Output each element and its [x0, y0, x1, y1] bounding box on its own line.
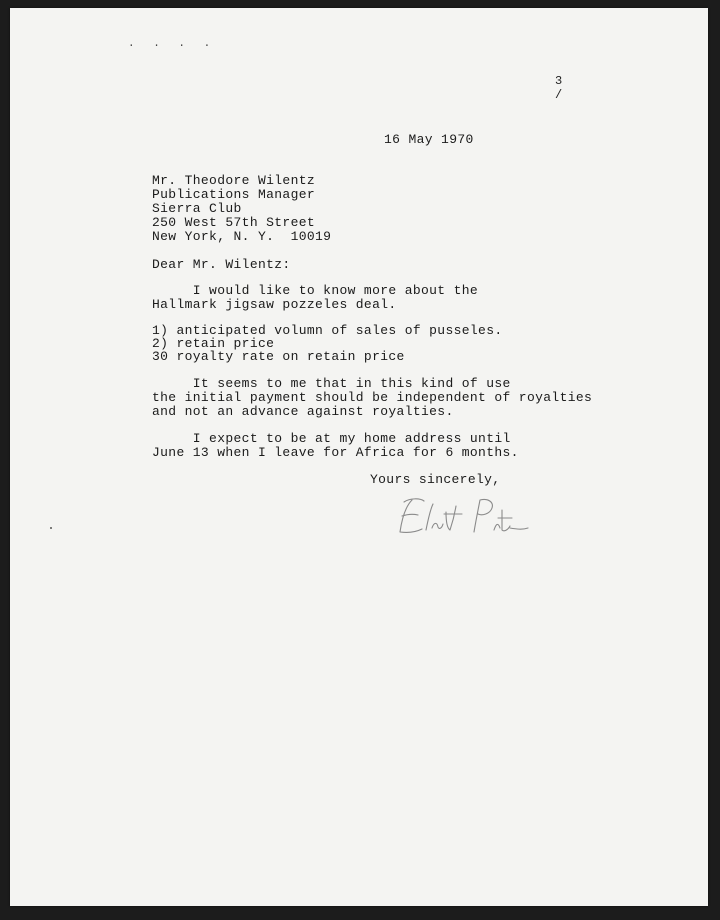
paragraph-3-line-1: I expect to be at my home address until: [152, 431, 511, 446]
paragraph-1-line-2: Hallmark jigsaw pozzeles deal.: [152, 297, 397, 312]
closing: Yours sincerely,: [370, 472, 501, 487]
address-line-2: Publications Manager: [152, 187, 316, 202]
paragraph-1-line-1: I would like to know more about the: [152, 283, 479, 298]
address-line-3: Sierra Club: [152, 201, 242, 216]
paragraph-3-line-2: June 13 when I leave for Africa for 6 months.: [152, 445, 519, 460]
header-marks: . . . .: [128, 38, 217, 50]
list-item-3: 30 royalty rate on retain price: [152, 349, 405, 364]
letter-page: [10, 8, 708, 906]
paragraph-2-line-3: and not an advance against royalties.: [152, 404, 454, 419]
list-item-1: 1) anticipated volumn of sales of pusseles.: [152, 323, 503, 338]
handwritten-signature: [390, 492, 530, 542]
list-item-2: 2) retain price: [152, 336, 275, 351]
paper-speck: [50, 527, 52, 529]
salutation: Dear Mr. Wilentz:: [152, 257, 291, 272]
address-line-1: Mr. Theodore Wilentz: [152, 173, 316, 188]
address-line-4: 250 West 57th Street: [152, 215, 316, 230]
address-line-5: New York, N. Y. 10019: [152, 229, 332, 244]
letter-date: 16 May 1970: [384, 132, 474, 147]
paragraph-2-line-2: the initial payment should be independent of royalties: [152, 390, 593, 405]
page-number: 3 /: [555, 74, 563, 102]
paragraph-2-line-1: It seems to me that in this kind of use: [152, 376, 511, 391]
